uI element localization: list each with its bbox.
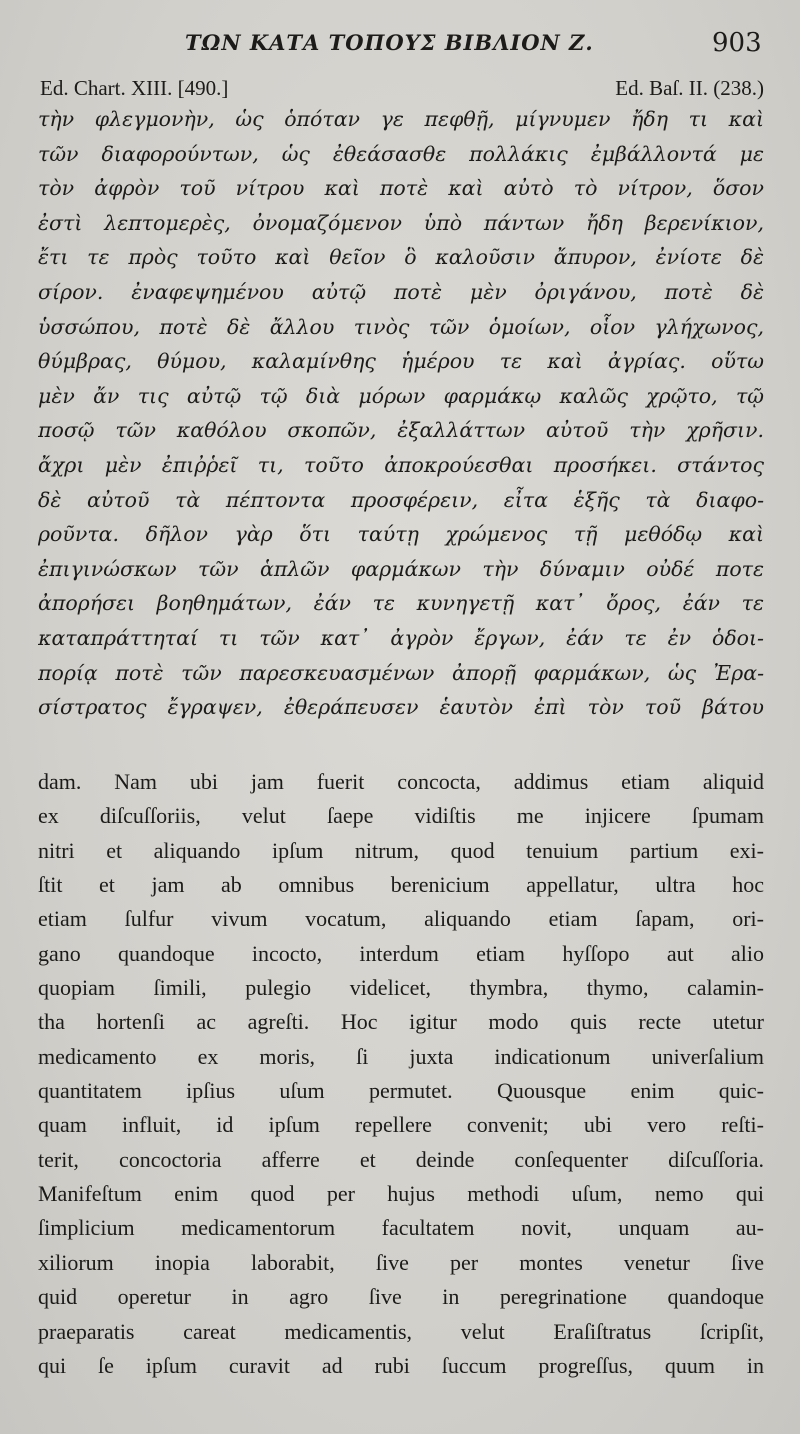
greek-line: ἐστὶ λεπτομερὲς, ὀνομαζόμενον ὑπὸ πάντων ἤδη βερενίκιον, bbox=[38, 210, 764, 235]
greek-line: τῶν διαφορούντων, ὡς ἐθεάσασθε πολλάκις ἐμβάλλοντά με bbox=[38, 141, 764, 166]
greek-line: τὴν φλεγμονὴν, ὡς ὁπόταν γε πεφθῇ, μίγνυμεν ἤδη τι καὶ bbox=[38, 107, 764, 131]
greek-line: ἄχρι μὲν ἐπιῤῥεῖ τι, τοῦτο ἀποκρούεσθαι προσήκει. στάντος bbox=[38, 452, 764, 477]
greek-line: πορίᾳ ποτὲ τῶν παρεσκευασμένων ἀπορῇ φαρμάκων, ὡς Ἐρα- bbox=[38, 660, 764, 685]
latin-line: ſtit et jam ab omnibus berenicium appellatur, ultra hoc bbox=[38, 872, 764, 898]
edition-references bbox=[0, 76, 800, 104]
running-head bbox=[0, 28, 800, 62]
latin-line: quopiam ſimili, pulegio videlicet, thymbra, thymo, calamin- bbox=[38, 975, 764, 1001]
latin-text-block bbox=[38, 765, 764, 1383]
latin-line: praeparatis careat medicamentis, velut Eraſiſtratus ſcripſit, bbox=[38, 1318, 764, 1344]
greek-line: ροῦντα. δῆλον γὰρ ὅτι ταύτῃ χρώμενος τῇ μεθόδῳ καὶ bbox=[38, 522, 764, 547]
greek-line: σίρον. ἐναφεψημένου αὐτῷ ποτὲ μὲν ὀριγάνου, ποτὲ δὲ bbox=[38, 279, 764, 304]
latin-line: quid operetur in agro ſive in peregrinatione quandoque bbox=[38, 1284, 764, 1310]
greek-line: τὸν ἀφρὸν τοῦ νίτρου καὶ ποτὲ καὶ αὐτὸ τὸ νίτρον, ὅσον bbox=[38, 176, 764, 201]
greek-line: σίστρατος ἔγραψεν, ἐθεράπευσεν ἑαυτὸν ἐπὶ τὸν τοῦ βάτου bbox=[38, 695, 764, 720]
latin-line: ex diſcuſſoriis, velut ſaepe vidiſtis me injicere ſpumam bbox=[38, 803, 764, 829]
latin-line: quantitatem ipſius uſum permutet. Quousque enim quic- bbox=[38, 1078, 764, 1104]
edition-ref-chartier: Ed. Chart. XIII. [490.] bbox=[40, 76, 229, 100]
greek-line: ἐπιγινώσκων τῶν ἁπλῶν φαρμάκων τὴν δύναμιν οὐδέ ποτε bbox=[38, 556, 764, 581]
greek-line: ἀπορήσει βοηθημάτων, ἐάν τε κυνηγετῇ κατ᾽ ὄρος, ἐάν τε bbox=[38, 591, 764, 616]
greek-line: μὲν ἄν τις αὐτῷ τῷ διὰ μόρων φαρμάκῳ καλῶς χρῷτο, τῷ bbox=[38, 383, 764, 408]
greek-line: θύμβρας, θύμου, καλαμίνθης ἡμέρου τε καὶ ἀγρίας. οὕτω bbox=[38, 349, 764, 374]
latin-line: quam influit, id ipſum repellere convenit; ubi vero reſti- bbox=[38, 1112, 764, 1138]
greek-line: ποσῷ τῶν καθόλου σκοπῶν, ἐξαλλάττων αὐτοῦ τὴν χρῆσιν. bbox=[38, 418, 764, 443]
latin-line: terit, concoctoria afferre et deinde conſequenter diſcuſſoria. bbox=[38, 1146, 764, 1172]
latin-line: Manifeſtum enim quod per hujus methodi uſum, nemo qui bbox=[38, 1181, 764, 1207]
latin-line: xiliorum inopia laborabit, ſive per montes venetur ſive bbox=[38, 1249, 764, 1275]
latin-line: ſimplicium medicamentorum facultatem novit, unquam au- bbox=[38, 1215, 764, 1241]
latin-line: gano quandoque incocto, interdum etiam hyſſopo aut alio bbox=[38, 940, 764, 966]
latin-line: qui ſe ipſum curavit ad rubi ſuccum progreſſus, quum in bbox=[38, 1352, 764, 1378]
edition-ref-basel: Ed. Baſ. II. (238.) bbox=[615, 76, 764, 100]
latin-line: etiam ſulfur vivum vocatum, aliquando etiam ſapam, ori- bbox=[38, 906, 764, 932]
running-title: ΤΩΝ ΚΑΤΑ ΤΟΠΟΥΣ ΒΙΒΛΙΟΝ Ζ. bbox=[185, 30, 594, 55]
greek-line: ὑσσώπου, ποτὲ δὲ ἄλλου τινὸς τῶν ὁμοίων, οἷον γλήχωνος, bbox=[38, 314, 764, 339]
latin-line: nitri et aliquando ipſum nitrum, quod tenuium partium exi- bbox=[38, 837, 764, 863]
latin-line: medicamento ex moris, ſi juxta indicationum univerſalium bbox=[38, 1043, 764, 1069]
page-number: 903 bbox=[712, 28, 762, 58]
greek-text-block bbox=[38, 102, 764, 725]
greek-line: ἔτι τε πρὸς τοῦτο καὶ θεῖον ὃ καλοῦσιν ἄπυρον, ἐνίοτε δὲ bbox=[38, 245, 764, 270]
latin-line: dam. Nam ubi jam fuerit concocta, addimus etiam aliquid bbox=[38, 769, 764, 794]
greek-line: καταπράττηταί τι τῶν κατ᾽ ἀγρὸν ἔργων, ἐάν τε ἐν ὁδοι- bbox=[38, 625, 764, 650]
greek-line: δὲ αὐτοῦ τὰ πέπτοντα προσφέρειν, εἶτα ἑξῆς τὰ διαφο- bbox=[38, 487, 764, 512]
latin-line: tha hortenſi ac agreſti. Hoc igitur modo quis recte utetur bbox=[38, 1009, 764, 1035]
